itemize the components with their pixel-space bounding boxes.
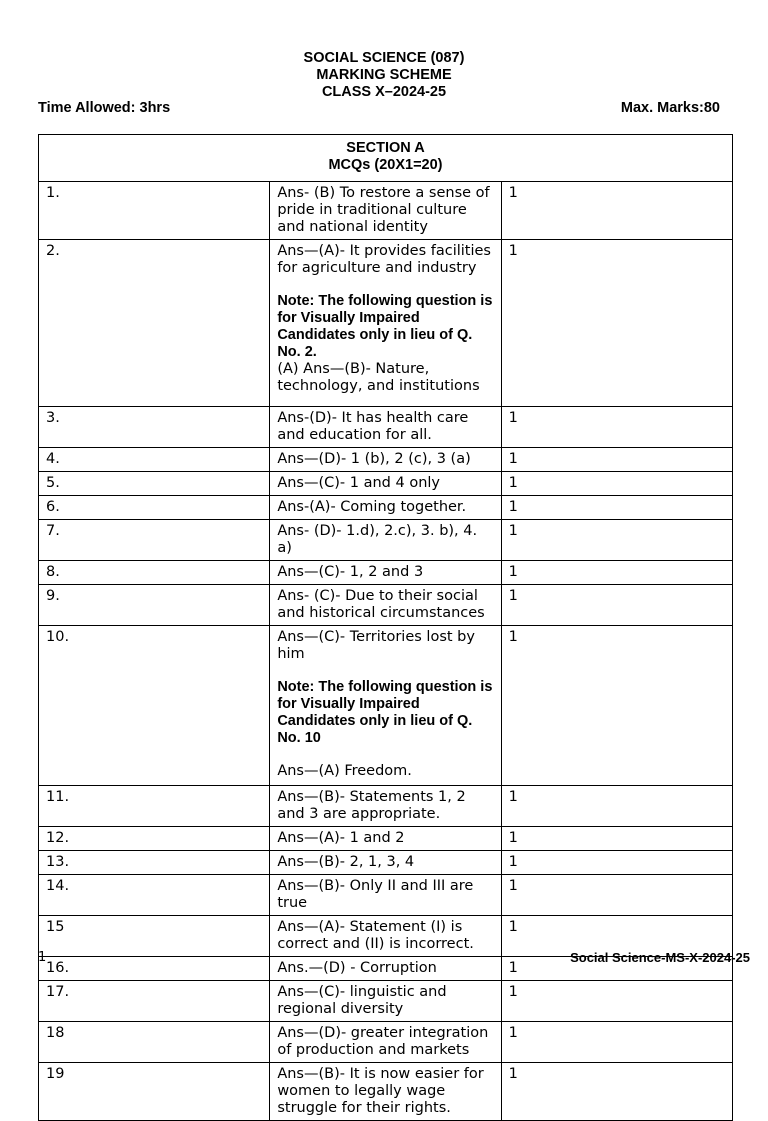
question-number: 15 [39,916,270,957]
answer-cell [270,496,501,520]
marks-cell: 1 [501,981,732,1022]
answer-text: Ans.—(D) - Corruption [277,960,437,976]
marks-cell: 1 [501,407,732,448]
answer-cell [270,1063,501,1121]
section-header [39,135,733,182]
answer-cell [270,875,501,916]
marks-cell: 1 [501,827,732,851]
doc-code: Social Science-MS-X-2024-25 [570,950,750,965]
vi-answer: (A) Ans—(B)- Nature, technology, and institutions [277,361,480,394]
marking-table [38,134,733,1121]
question-number: 3. [39,407,270,448]
question-number: 2. [39,240,270,407]
section-header-row [39,135,733,182]
time-allowed: Time Allowed: 3hrs [38,100,171,116]
answer-row [39,875,733,916]
answer-text: Ans—(C)- 1, 2 and 3 [277,564,424,580]
marks-cell: 1 [501,240,732,407]
answer-cell [270,448,501,472]
answer-cell [270,827,501,851]
question-number: 1. [39,182,270,240]
marks-cell: 1 [501,916,732,957]
answer-text: Ans- (C)- Due to their social and historical circumstances [277,588,485,621]
answer-text: Ans—(C)- Territories lost by him [277,629,475,662]
marks-cell: 1 [501,1063,732,1121]
marks-cell: 1 [501,957,732,981]
marks-cell: 1 [501,182,732,240]
question-number: 8. [39,561,270,585]
answer-text: Ans- (D)- 1.d), 2.c), 3. b), 4. a) [277,523,478,556]
doc-title: SOCIAL SCIENCE (087) [303,50,465,66]
vi-answer: Ans—(A) Freedom. [277,763,412,779]
marks-cell: 1 [501,520,732,561]
vi-note: Note: The following question is for Visually Impaired Candidates only in lieu of Q. No. 10 [277,679,493,746]
answer-cell [270,585,501,626]
question-number: 18 [39,1022,270,1063]
question-number: 19 [39,1063,270,1121]
answer-row [39,496,733,520]
answer-text: Ans—(B)- 2, 1, 3, 4 [277,854,415,870]
section-title: SECTION A [346,140,425,156]
question-number: 7. [39,520,270,561]
question-number: 4. [39,448,270,472]
marks-cell: 1 [501,585,732,626]
answer-text: Ans—(C)- 1 and 4 only [277,475,440,491]
question-number: 12. [39,827,270,851]
doc-class-line: CLASS X–2024-25 [321,84,447,100]
answer-text: Ans—(D)- 1 (b), 2 (c), 3 (a) [277,451,471,467]
answer-text: Ans—(A)- Statement (I) is correct and (II) is incorrect. [277,919,474,952]
max-marks: Max. Marks:80 [620,100,720,116]
answer-row [39,448,733,472]
answer-row [39,585,733,626]
question-number: 5. [39,472,270,496]
marks-cell: 1 [501,786,732,827]
answer-row [39,827,733,851]
marks-cell: 1 [501,561,732,585]
answer-cell [270,561,501,585]
answer-cell [270,472,501,496]
question-number: 9. [39,585,270,626]
answer-cell [270,240,501,407]
answer-cell [270,981,501,1022]
section-subtitle: MCQs (20X1=20) [328,157,443,173]
answer-cell [270,916,501,957]
answer-cell [270,786,501,827]
answer-row [39,472,733,496]
question-number: 17. [39,981,270,1022]
answer-cell [270,957,501,981]
marks-cell: 1 [501,496,732,520]
answer-text: Ans—(B)- Statements 1, 2 and 3 are appropriate. [277,789,466,822]
answer-cell [270,520,501,561]
page-number: 1 [38,950,47,965]
answer-row [39,407,733,448]
marks-cell: 1 [501,472,732,496]
answer-text: Ans-(D)- It has health care and education for all. [277,410,469,443]
answer-text: Ans-(A)- Coming together. [277,499,467,515]
marks-cell: 1 [501,1022,732,1063]
doc-subtitle: MARKING SCHEME [316,67,452,83]
answer-cell [270,851,501,875]
answer-row [39,520,733,561]
marks-cell: 1 [501,875,732,916]
answer-text: Ans- (B) To restore a sense of pride in traditional culture and national identity [277,185,490,235]
marks-cell: 1 [501,626,732,786]
answer-cell [270,1022,501,1063]
answer-row [39,240,733,407]
answer-row [39,561,733,585]
question-number: 6. [39,496,270,520]
answer-text: Ans—(C)- linguistic and regional diversity [277,984,447,1017]
question-number: 16. [39,957,270,981]
answer-row [39,851,733,875]
answer-row [39,1063,733,1121]
answer-row [39,786,733,827]
answer-cell [270,182,501,240]
answer-row [39,1022,733,1063]
question-number: 14. [39,875,270,916]
answer-text: Ans—(D)- greater integration of production and markets [277,1025,489,1058]
answer-row [39,182,733,240]
answer-row [39,981,733,1022]
question-number: 13. [39,851,270,875]
marks-cell: 1 [501,448,732,472]
vi-note: Note: The following question is for Visually Impaired Candidates only in lieu of Q. No. 2. [277,293,493,360]
question-number: 10. [39,626,270,786]
question-number: 11. [39,786,270,827]
answer-text: Ans—(A)- 1 and 2 [277,830,405,846]
answer-row [39,626,733,786]
answer-cell [270,407,501,448]
answer-text: Ans—(B)- It is now easier for women to legally wage struggle for their rights. [277,1066,484,1116]
marks-cell: 1 [501,851,732,875]
answer-text: Ans—(B)- Only II and III are true [277,878,474,911]
answer-cell [270,626,501,786]
answer-text: Ans—(A)- It provides facilities for agriculture and industry [277,243,491,276]
